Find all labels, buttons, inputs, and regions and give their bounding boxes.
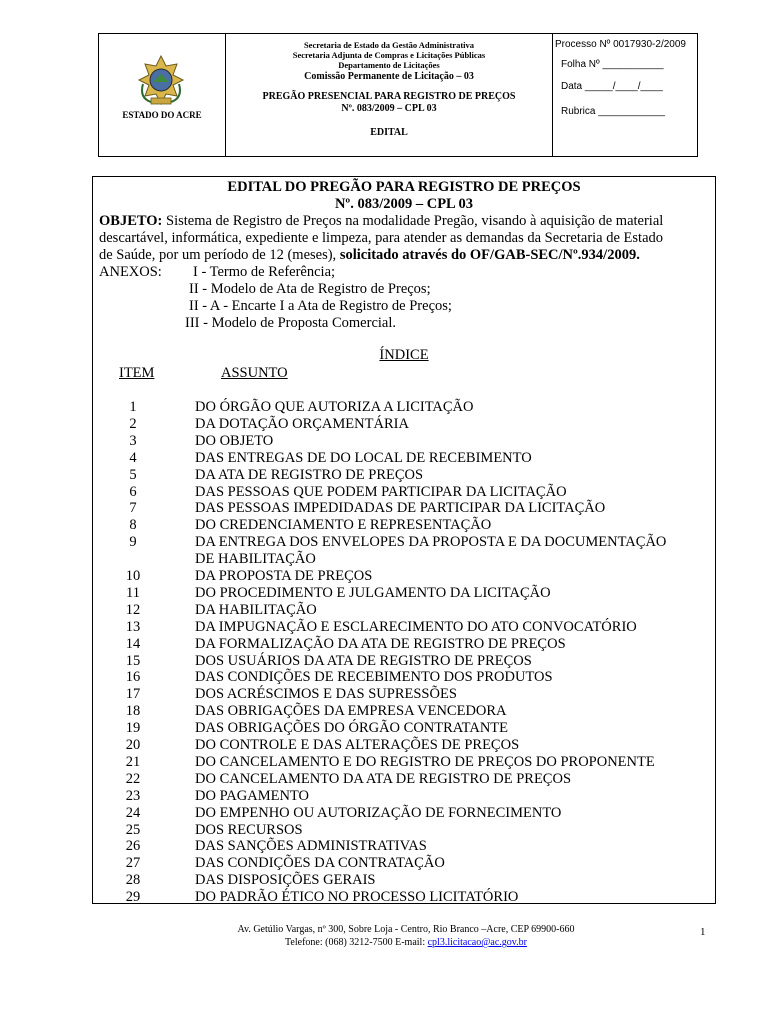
- index-item-subject: DAS OBRIGAÇÕES DO ÓRGÃO CONTRATANTE: [195, 720, 509, 737]
- index-row: [93, 720, 715, 737]
- index-row: [93, 551, 715, 568]
- index-item-number: 22: [125, 770, 141, 787]
- index-item-number: 24: [125, 804, 141, 821]
- index-item-number: 20: [125, 737, 141, 753]
- index-item-subject: DO PROCEDIMENTO E JULGAMENTO DA LICITAÇÃO: [195, 584, 551, 601]
- index-item-number: 13: [125, 618, 141, 635]
- index-item-number: 26: [125, 838, 141, 855]
- edital-number: Nº. 083/2009 – CPL 03: [334, 196, 474, 212]
- index-item-number: 6: [129, 483, 137, 500]
- index-row: [93, 619, 715, 636]
- index-row: [93, 855, 715, 872]
- header-emblem-cell: [99, 34, 226, 156]
- header-line: EDITAL: [370, 127, 408, 138]
- index-row: [93, 686, 715, 703]
- index-item-number: 23: [125, 787, 141, 804]
- index-item-subject: DAS PESSOAS IMPEDIDADAS DE PARTICIPAR DA LICITAÇÃO: [195, 500, 606, 517]
- objeto-text: de Saúde, por um período de 12 (meses),: [99, 247, 337, 263]
- index-item-number: 29: [125, 889, 141, 906]
- index-item-subject: DAS CONDIÇÕES DA CONTRATAÇÃO: [195, 855, 445, 872]
- footer-email-link[interactable]: cpl3.licitacao@ac.gov.br: [427, 937, 527, 948]
- index-item-subject: DO CANCELAMENTO DA ATA DE REGISTRO DE PREÇOS: [195, 770, 572, 787]
- index-item-subject: DA ATA DE REGISTRO DE PREÇOS: [195, 466, 424, 483]
- footer-contact: [150, 937, 662, 948]
- anexo-item: III - Modelo de Proposta Comercial.: [185, 315, 397, 331]
- index-row: [93, 771, 715, 788]
- header-line: Secretaria de Estado da Gestão Administrativa: [303, 40, 475, 50]
- anexos-label: ANEXOS:: [99, 264, 162, 280]
- index-row: [93, 585, 715, 602]
- index-item-number: 5: [129, 466, 137, 483]
- index-item-subject: DA HABILITAÇÃO: [195, 601, 317, 618]
- anexo-item: II - A - Encarte I a Ata de Registro de Preços;: [189, 298, 452, 314]
- index-row: [93, 636, 715, 653]
- objeto-paragraph: [99, 213, 663, 264]
- index-item-subject: DA ENTREGA DOS ENVELOPES DA PROPOSTA E DA DOCUMENTAÇÃO: [195, 534, 667, 551]
- index-item-number: 7: [129, 500, 137, 517]
- index-item-number: 14: [125, 635, 141, 652]
- index-row: [93, 602, 715, 619]
- index-row: [93, 399, 715, 416]
- index-item-subject: DAS DISPOSIÇÕES GERAIS: [195, 872, 376, 889]
- index-row: [93, 737, 715, 754]
- index-item-number: 17: [125, 686, 141, 703]
- page-number: 1: [700, 926, 706, 938]
- header-line: Secretaria Adjunta de Compras e Licitações Públicas: [292, 50, 486, 60]
- index-item-subject: DAS PESSOAS QUE PODEM PARTICIPAR DA LICITAÇÃO: [195, 483, 567, 500]
- index-item-number: 21: [125, 753, 141, 770]
- index-item-subject: DOS RECURSOS: [195, 821, 303, 838]
- index-item-subject: DOS USUÁRIOS DA ATA DE REGISTRO DE PREÇOS: [195, 652, 532, 669]
- index-item-number: 15: [125, 652, 141, 669]
- process-number: Processo Nº 0017930-2/2009: [555, 39, 686, 50]
- index-row: [93, 653, 715, 670]
- index-row: [93, 838, 715, 855]
- index-item-subject: DO PAGAMENTO: [195, 787, 310, 804]
- objeto-text: Sistema de Registro de Preços na modalidade Pregão, visando à aquisição de material: [162, 213, 664, 229]
- index-row: [93, 822, 715, 839]
- index-item-number: 1: [129, 399, 137, 415]
- footer-phone: Telefone: (068) 3212-7500 E-mail:: [285, 937, 428, 948]
- index-item-number: 18: [125, 703, 141, 720]
- index-item-number: 3: [129, 432, 137, 449]
- index-item-subject: DA DOTAÇÃO ORÇAMENTÁRIA: [195, 415, 409, 432]
- folha-field: Folha Nº ___________: [561, 59, 664, 70]
- header-line: PREGÃO PRESENCIAL PARA REGISTRO DE PREÇOS: [262, 91, 516, 102]
- index-item-number: 4: [129, 449, 137, 466]
- index-row: [93, 450, 715, 467]
- index-item-number: 8: [129, 517, 137, 534]
- index-item-number: 10: [125, 568, 141, 584]
- index-item-number: 19: [125, 720, 141, 737]
- index-item-number: 2: [129, 415, 137, 432]
- header-title-cell: [226, 34, 553, 156]
- index-row: [93, 467, 715, 484]
- index-row: [93, 754, 715, 771]
- state-label: ESTADO DO ACRE: [122, 110, 202, 120]
- index-item-subject: DAS CONDIÇÕES DE RECEBIMENTO DOS PRODUTOS: [195, 669, 553, 686]
- index-item-number: 28: [125, 872, 141, 889]
- edital-title: EDITAL DO PREGÃO PARA REGISTRO DE PREÇOS: [227, 179, 581, 195]
- objeto-label: OBJETO:: [99, 213, 163, 229]
- index-item-subject: DA FORMALIZAÇÃO DA ATA DE REGISTRO DE PREÇOS: [195, 635, 566, 652]
- index-item-subject: DO ÓRGÃO QUE AUTORIZA A LICITAÇÃO: [195, 399, 474, 415]
- index-item-subject: DO CONTROLE E DAS ALTERAÇÕES DE PREÇOS: [195, 737, 520, 753]
- index-row: [93, 889, 715, 906]
- index-item-subject: DAS SANÇÕES ADMINISTRATIVAS: [195, 838, 427, 855]
- index-row: [93, 433, 715, 450]
- index-item-subject: DO CREDENCIAMENTO E REPRESENTAÇÃO: [195, 517, 492, 534]
- index-item-number: 12: [125, 601, 141, 618]
- anexo-item: II - Modelo de Ata de Registro de Preços;: [189, 281, 431, 297]
- index-item-number: 16: [125, 669, 141, 686]
- index-item-subject: DO OBJETO: [195, 432, 274, 449]
- data-field: Data _____/____/____: [561, 81, 663, 92]
- index-item-subject: DA IMPUGNAÇÃO E ESCLARECIMENTO DO ATO CONVOCATÓRIO: [195, 618, 637, 635]
- index-item-number: 9: [129, 534, 137, 551]
- index-row: [93, 517, 715, 534]
- header-line: Departamento de Licitações: [338, 60, 440, 70]
- index-row: [93, 500, 715, 517]
- index-item-number: 11: [126, 584, 140, 601]
- document-header: [98, 33, 698, 157]
- index-row: [93, 788, 715, 805]
- footer-address: Av. Getúlio Vargas, nº 300, Sobre Loja - Centro, Rio Branco –Acre, CEP 69900-660: [237, 924, 575, 935]
- index-row: [93, 703, 715, 720]
- col-assunto-header: ASSUNTO: [221, 365, 288, 381]
- index-item-subject: DO CANCELAMENTO E DO REGISTRO DE PREÇOS DO PROPONENTE: [195, 753, 655, 770]
- index-item-number: 27: [125, 855, 141, 872]
- header-line: Nº. 083/2009 – CPL 03: [341, 103, 437, 114]
- objeto-text: descartável, informática, expediente e limpeza, para atender as demandas da Secretaria de Estado: [99, 230, 664, 246]
- index-row: [93, 568, 715, 585]
- index-item-subject: DO EMPENHO OU AUTORIZAÇÃO DE FORNECIMENTO: [195, 804, 562, 821]
- edital-content-box: [92, 176, 716, 904]
- index-item-subject: DE HABILITAÇÃO: [195, 551, 316, 568]
- index-row: [93, 872, 715, 889]
- rubrica-field: Rubrica ____________: [561, 106, 665, 117]
- index-item-subject: DO PADRÃO ÉTICO NO PROCESSO LICITATÓRIO: [195, 889, 519, 906]
- index-row: [93, 484, 715, 501]
- index-row: [93, 805, 715, 822]
- col-item-header: ITEM: [119, 365, 155, 381]
- objeto-request: solicitado através do OF/GAB-SEC/Nº.934/2009.: [336, 247, 640, 263]
- index-item-subject: DOS ACRÉSCIMOS E DAS SUPRESSÕES: [195, 686, 457, 703]
- index-item-subject: DAS OBRIGAÇÕES DA EMPRESA VENCEDORA: [195, 703, 507, 720]
- index-row: [93, 669, 715, 686]
- indice-heading: ÍNDICE: [379, 347, 429, 363]
- anexo-item: I - Termo de Referência;: [193, 264, 336, 280]
- index-row: [93, 416, 715, 433]
- state-coat-of-arms-icon: [137, 54, 185, 110]
- index-item-subject: DA PROPOSTA DE PREÇOS: [195, 568, 373, 584]
- header-line: Comissão Permanente de Licitação – 03: [304, 71, 474, 82]
- index-item-subject: DAS ENTREGAS DE DO LOCAL DE RECEBIMENTO: [195, 449, 532, 466]
- index-row: [93, 534, 715, 551]
- index-item-number: 25: [125, 821, 141, 838]
- header-process-cell: [553, 34, 697, 156]
